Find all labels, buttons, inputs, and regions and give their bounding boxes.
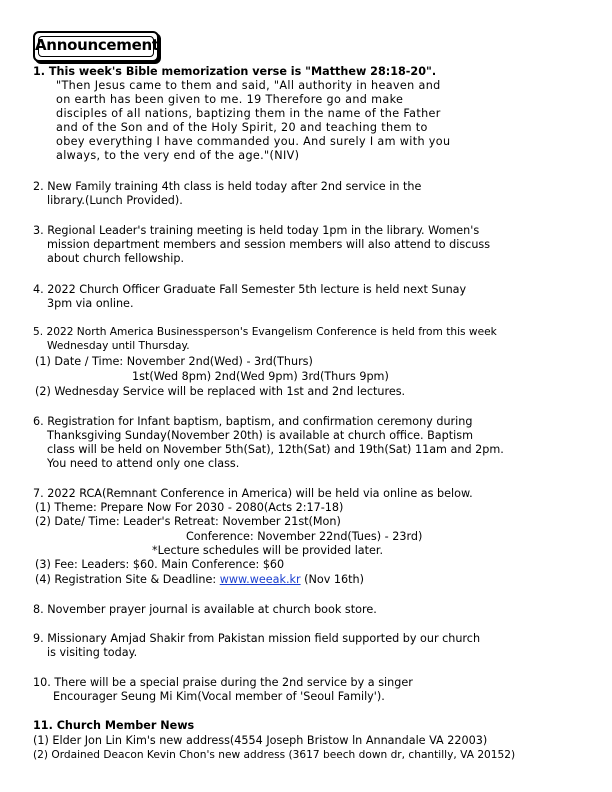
item-7-heading: 7. 2022 RCA(Remnant Conference in America) will be held via online as below. [33, 487, 473, 500]
item-5-heading: Wednesday until Thursday. [47, 340, 190, 352]
item-11-heading: 11. Church Member News [33, 719, 195, 732]
item-5-detail: (1) Date / Time: November 2nd(Wed) - 3rd(Thurs) [35, 355, 313, 368]
item-5-heading: 5. 2022 North America Businessperson's Evangelism Conference is held from this week [33, 326, 497, 338]
item-1-verse-line: on earth has been given to me. 19 Therefore go and make [56, 93, 404, 106]
item-1-verse-line: disciples of all nations, baptizing them in the name of the Father [56, 107, 441, 120]
item-5-detail: (2) Wednesday Service will be replaced with 1st and 2nd lectures. [35, 385, 406, 398]
registration-link[interactable]: www.weeak.kr [219, 573, 301, 586]
item-2-line: library.(Lunch Provided). [47, 194, 183, 207]
item-5-detail: 1st(Wed 8pm) 2nd(Wed 9pm) 3rd(Thurs 9pm) [132, 370, 389, 383]
item-6-line: Thanksgiving Sunday(November 20th) is available at church office. Baptism [47, 429, 473, 442]
registration-label: (4) Registration Site & Deadline: [35, 573, 220, 586]
item-6-line: 6. Registration for Infant baptism, baptism, and confirmation ceremony during [33, 415, 473, 428]
item-7-detail: Conference: November 22nd(Tues) - 23rd) [186, 530, 423, 543]
item-7-detail: (3) Fee: Leaders: $60. Main Conference: $60 [35, 558, 285, 571]
item-1-verse-line: obey everything I have commanded you. And surely I am with you [56, 135, 451, 148]
item-2-line: 2. New Family training 4th class is held today after 2nd service in the [33, 180, 422, 193]
item-1-verse-line: and of the Son and of the Holy Spirit, 20 and teaching them to [56, 121, 428, 134]
item-7-detail: *Lecture schedules will be provided later. [152, 544, 384, 557]
item-7-registration [35, 573, 364, 586]
item-6-line: You need to attend only one class. [47, 457, 240, 470]
item-7-detail: (1) Theme: Prepare Now For 2030 - 2080(Acts 2:17-18) [35, 501, 344, 514]
item-4-line: 3pm via online. [47, 297, 134, 310]
item-3-line: mission department members and session members will also attend to discuss [47, 238, 491, 251]
item-6-line: class will be held on November 5th(Sat), 12th(Sat) and 19th(Sat) 11am and 2pm. [47, 443, 504, 456]
item-3-line: about church fellowship. [47, 252, 185, 265]
item-8-line: 8. November prayer journal is available at church book store. [33, 603, 377, 616]
item-9-line: is visiting today. [47, 646, 138, 659]
item-11-news-line: (1) Elder Jon Lin Kim's new address(4554 Joseph Bristow ln Annandale VA 22003) [33, 734, 488, 747]
item-4-line: 4. 2022 Church Officer Graduate Fall Semester 5th lecture is held next Sunay [33, 283, 467, 296]
item-9-line: 9. Missionary Amjad Shakir from Pakistan mission field supported by our church [33, 632, 481, 645]
item-7-detail: (2) Date/ Time: Leader's Retreat: November 21st(Mon) [35, 515, 341, 528]
announcement-header-box [33, 31, 159, 62]
announcement-title: Announcement [35, 36, 159, 54]
item-1-verse-line: always, to the very end of the age."(NIV) [56, 149, 300, 162]
registration-deadline: (Nov 16th) [300, 573, 364, 586]
item-3-line: 3. Regional Leader's training meeting is held today 1pm in the library. Women's [33, 224, 480, 237]
item-10-line: 10. There will be a special praise during the 2nd service by a singer [33, 676, 413, 689]
item-11-news-line: (2) Ordained Deacon Kevin Chon's new address (3617 beech down dr, chantilly, VA 20152) [33, 749, 516, 761]
item-10-line: Encourager Seung Mi Kim(Vocal member of 'Seoul Family'). [53, 690, 385, 703]
item-1-heading: 1. This week's Bible memorization verse is "Matthew 28:18-20". [33, 65, 437, 78]
item-1-verse-line: "Then Jesus came to them and said, "All authority in heaven and [56, 79, 441, 92]
